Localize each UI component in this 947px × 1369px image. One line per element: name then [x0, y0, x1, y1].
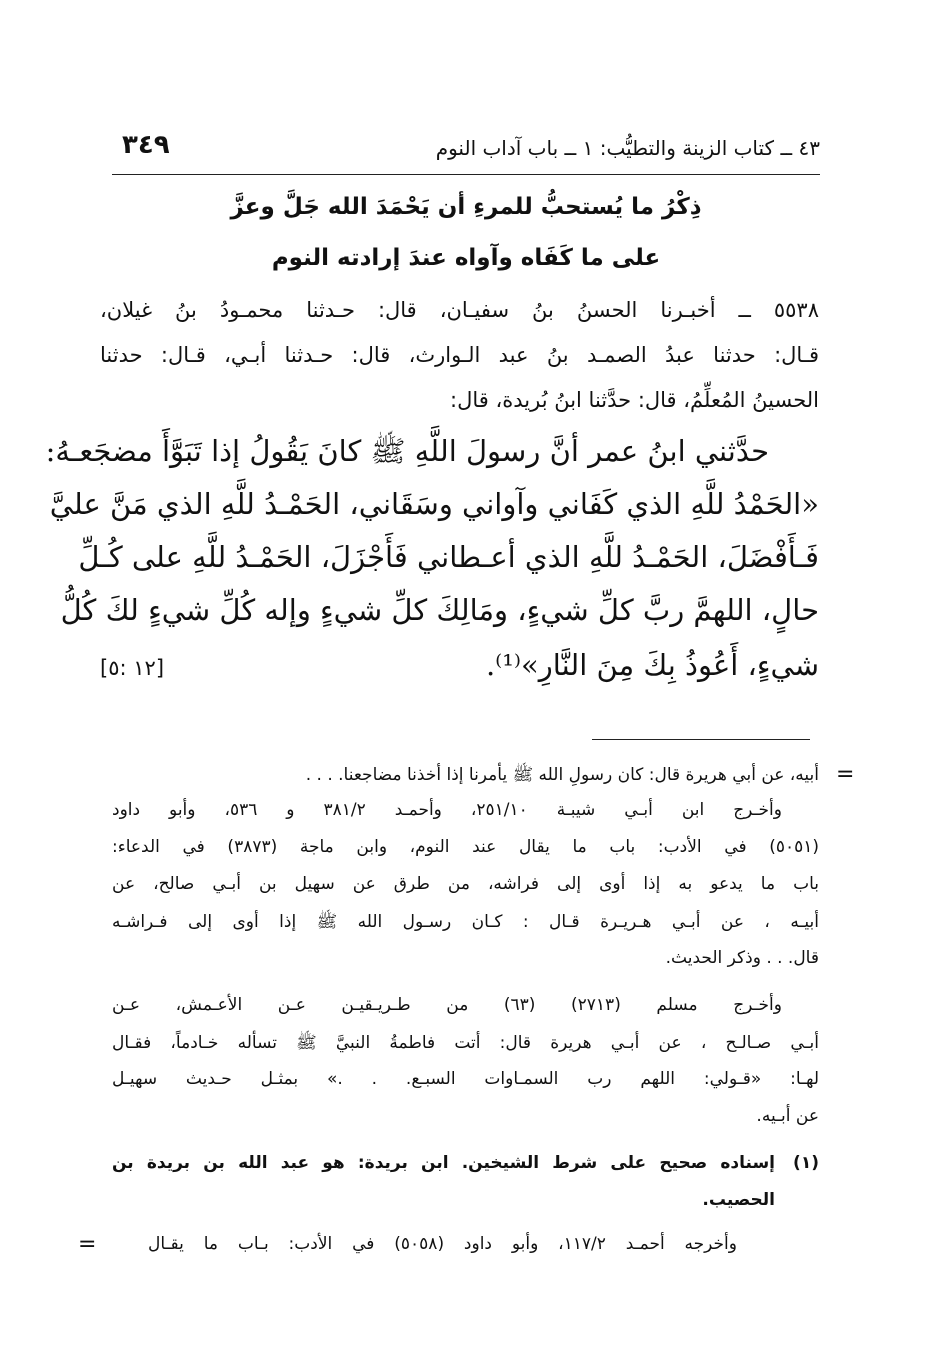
footnote-continued-line-3: (٥٠٥١) في الأدب: باب ما يقال عند النوم، وابن ماجة (٣٨٧٣) في الدعاء: [112, 837, 820, 857]
footnote-rule [592, 739, 810, 740]
footnote-continued-line-5: أبيـه ، عن أبـي هـريـرة قـال : كـان رسـول الله ﷺ إذا أوى إلى فـراشـه [112, 912, 819, 932]
footnote-continued-line-6: قال. . . وذكر الحديث. [665, 948, 819, 968]
hadith-line-4: حالٍ، اللهمَّ ربَّ كلِّ شيءٍ، ومَالِكَ كلِّ شيءٍ وإله كُلِّ شيءٍ لكَ كُلُّ [60, 593, 819, 627]
page-number: ٣٤٩ [122, 130, 170, 160]
continuation-mark-bottom: = [78, 1232, 97, 1257]
hadith-line-5: شيءٍ، أَعُوذُ بِكَ مِنَ النَّارِ»⁽¹⁾. [485, 648, 819, 682]
footnote-continued-line-4: باب ما يدعو به إذا أوى إلى فراشه، من طرق عن سهيل بن أبـي صالح، عن [112, 874, 819, 894]
chapter-title-line-2: على ما كَفَاه وآواه عندَ إرادته النوم [271, 245, 661, 271]
hadith-line-1: حدَّثني ابنُ عمر أنَّ رسولَ اللَّهِ ﷺ كانَ يَقُولُ إذا تَبَوَّأَ مضجَعـهُ: [45, 434, 769, 468]
continuation-mark-top: = [836, 762, 855, 787]
footnote-continued-line-7: وأخـرج مسلم (٢٧١٣) (٦٣) من طـريـقيـن عـن الأعـمش، عـن [112, 995, 782, 1015]
header-rule [112, 174, 820, 175]
footnote-continued-line-8: أبـي صـالـح ، عن أبـي هريرة قال: أتت فاطمةُ النبيَّ ﷺ تسأله خـادماً، فقـال [112, 1033, 819, 1053]
isnad-line-1: ٥٥٣٨ ــ أخبـرنا الحسنُ بنُ سفيـان، قال: حـدثنا محمـودُ بنُ غيلان، [100, 298, 819, 322]
hadith-line-3: فَـأَفْضَلَ، الحَمْـدُ للَّهِ الذي أعـطاني فَأَجْزَلَ، الحَمْـدُ للَّهِ على كُـلِّ [78, 540, 819, 574]
cross-reference: [١٢ :٥] [100, 656, 165, 680]
page-header [112, 128, 820, 172]
footnote-1-extra-line: وأخرجه أحمـد ١١٧/٢، وأبو داود (٥٠٥٨) في الأدب: بـاب ما يقـال [148, 1234, 737, 1254]
isnad-line-3: الحسينُ المُعلِّمُ، قال: حدَّثنا ابنُ بُريدة، قال: [450, 388, 819, 412]
footnote-continued-line-2: وأخـرج ابن أبـي شيبـة ٢٥١/١٠، وأحمـد ٣٨١/٢ و ٥٣٦، وأبو داود [112, 800, 782, 820]
footnote-continued-line-9: لهـا: «قـولي: اللهم رب السمـاوات السبـع. . .» بمثـل حـديث سهيـل [112, 1069, 819, 1089]
footnote-1-line-1: إسناده صحيح على شرط الشيخين. ابن بريدة: هو عبد الله بن بريدة بن [112, 1153, 775, 1173]
running-title: ٤٣ ــ كتاب الزينة والتطيُّب: ١ ــ باب آداب النوم [435, 136, 820, 160]
footnote-1-number: (١) [793, 1153, 819, 1173]
footnote-1-line-2: الحصيب. [702, 1190, 775, 1210]
hadith-line-2: «الحَمْدُ للَّهِ الذي كَفَاني وآواني وسَقَاني، الحَمْـدُ للَّهِ الذي مَنَّ عليَّ [49, 487, 819, 521]
isnad-line-2: قـال: حدثنا عبدُ الصمـد بنُ عبد الـوارث، قال: حـدثنا أبـي، قـال: حدثنا [100, 343, 819, 367]
footnote-continued-line-1: أبيه، عن أبي هريرة قال: كان رسولِ الله ﷺ يأمرنا إذا أخذنا مضاجعنا. . . . [305, 765, 819, 785]
chapter-title-line-1: ذِكْرُ ما يُستحبُّ للمرءِ أن يَحْمَدَ الله جَلَّ وعزَّ [230, 194, 702, 220]
footnote-continued-line-10: عن أبـيه. [756, 1106, 819, 1126]
hadith-final-row [100, 648, 819, 688]
